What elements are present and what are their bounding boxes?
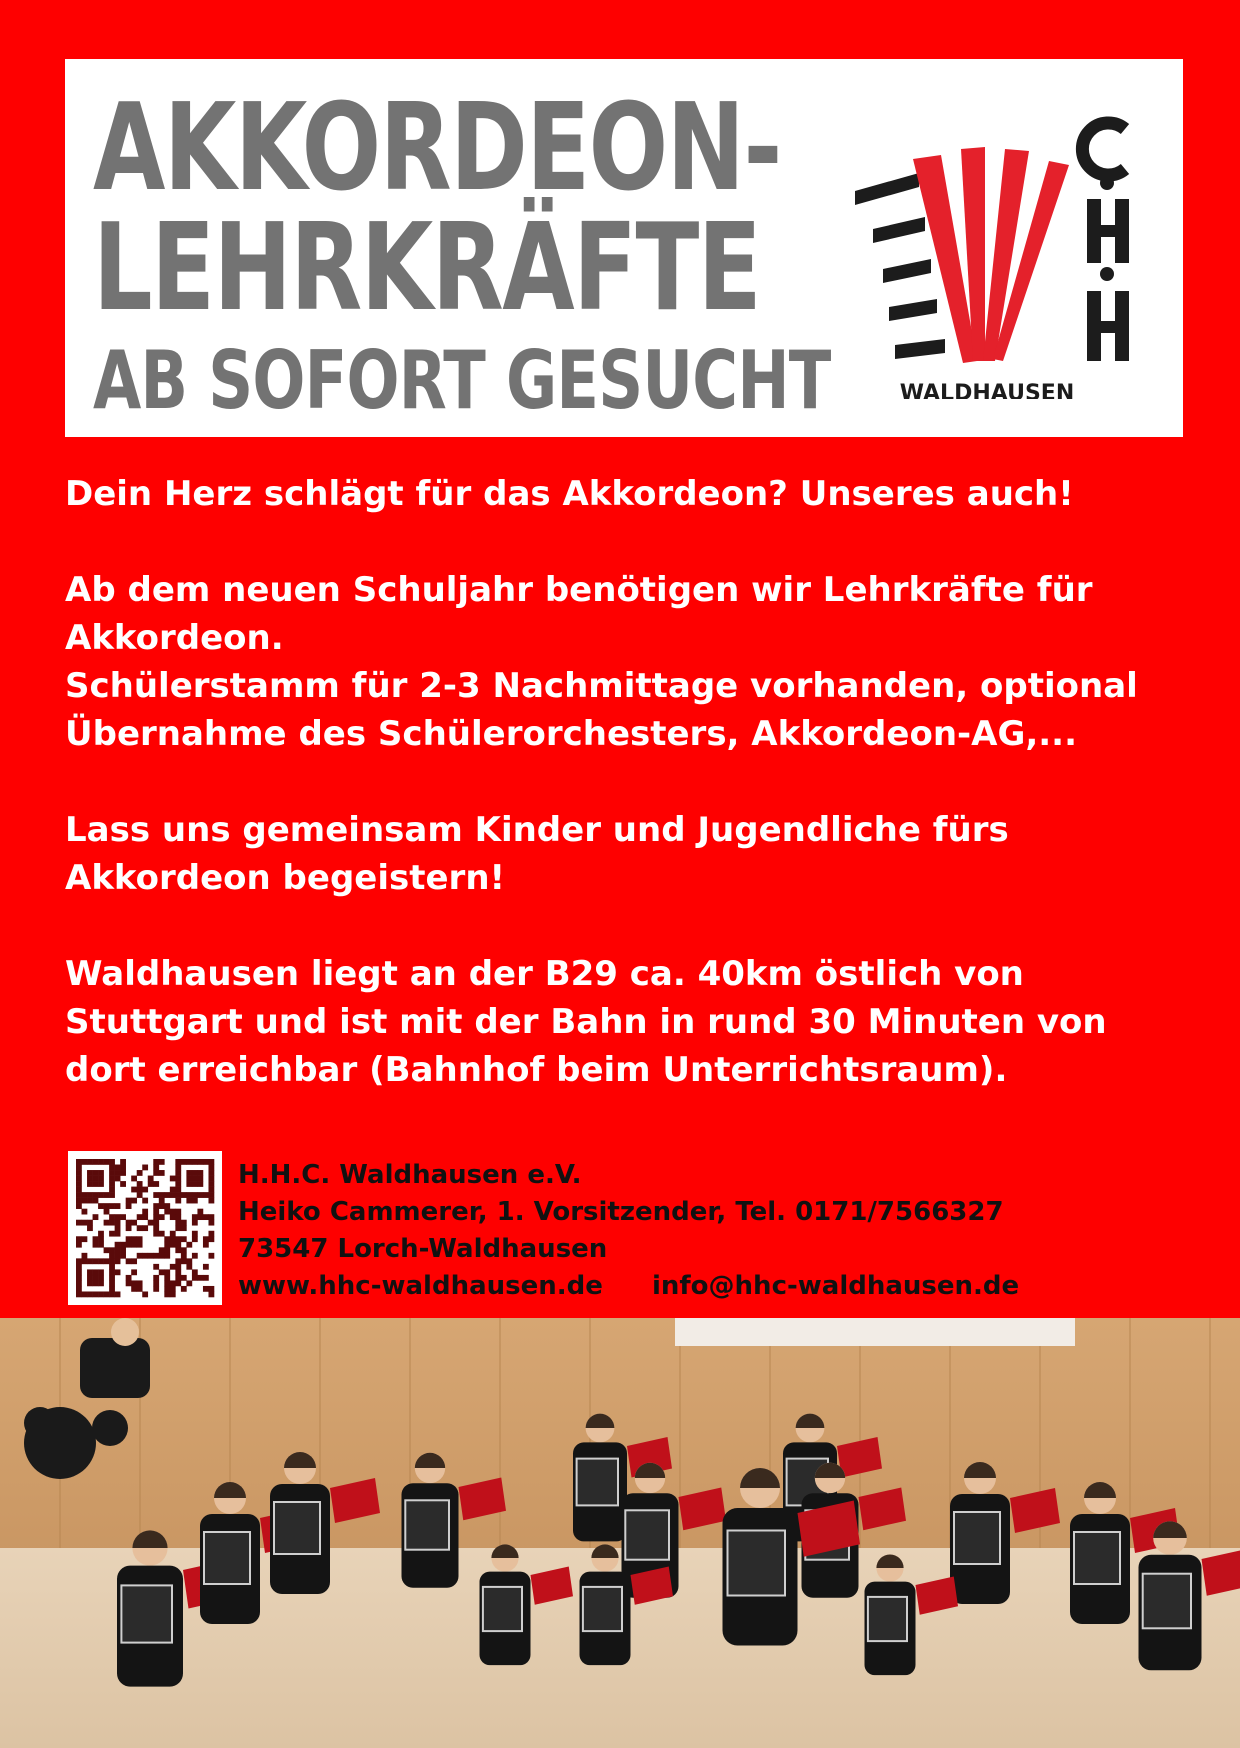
headline-line-1: AKKORDEON-	[93, 79, 781, 218]
intro-line: Dein Herz schlägt für das Akkordeon? Unseres auch!	[65, 474, 1074, 514]
intro-paragraph	[65, 470, 1175, 518]
motivation-line-2: Akkordeon begeistern!	[65, 858, 506, 898]
contact-web-row	[238, 1268, 1019, 1305]
hhc-logo	[855, 99, 1145, 399]
logo-text: WALDHAUSEN	[899, 381, 1075, 399]
requirements-line-2: Akkordeon.	[65, 618, 284, 658]
contact-person: Heiko Cammerer, 1. Vorsitzender, Tel. 0171/7566327	[238, 1197, 1004, 1227]
contact-area	[68, 1151, 1178, 1307]
location-paragraph	[65, 950, 1175, 1094]
qr-code-icon[interactable]	[68, 1151, 222, 1305]
requirements-paragraph	[65, 566, 1175, 758]
headline	[93, 79, 831, 427]
body-text	[65, 470, 1175, 1142]
motivation-line-1: Lass uns gemeinsam Kinder und Jugendliche fürs	[65, 810, 1009, 850]
headline-line-3: AB SOFORT GESUCHT	[93, 334, 831, 427]
requirements-line-3: Schülerstamm für 2-3 Nachmittage vorhanden, optional	[65, 666, 1138, 706]
headline-line-2: LEHRKRÄFTE	[93, 199, 761, 338]
email-link[interactable]: info@hhc-waldhausen.de	[651, 1271, 1020, 1301]
logo-monogram	[1082, 123, 1129, 361]
requirements-line-4: Übernahme des Schülerorchesters, Akkordeon-AG,...	[65, 714, 1078, 754]
location-line-2: Stuttgart und ist mit der Bahn in rund 30 Minuten von	[65, 1002, 1107, 1042]
motivation-paragraph	[65, 806, 1175, 902]
website-link[interactable]: www.hhc-waldhausen.de	[238, 1271, 603, 1301]
location-line-1: Waldhausen liegt an der B29 ca. 40km östlich von	[65, 954, 1024, 994]
contact-org: H.H.C. Waldhausen e.V.	[238, 1160, 582, 1190]
header-box	[65, 59, 1183, 437]
orchestra-photo	[0, 1318, 1240, 1748]
logo-red-blades	[913, 147, 1069, 363]
requirements-line-1: Ab dem neuen Schuljahr benötigen wir Lehrkräfte für	[65, 570, 1093, 610]
location-line-3: dort erreichbar (Bahnhof beim Unterrichtsraum).	[65, 1050, 1008, 1090]
contact-address: 73547 Lorch-Waldhausen	[238, 1234, 608, 1264]
contact-block	[238, 1157, 1019, 1305]
